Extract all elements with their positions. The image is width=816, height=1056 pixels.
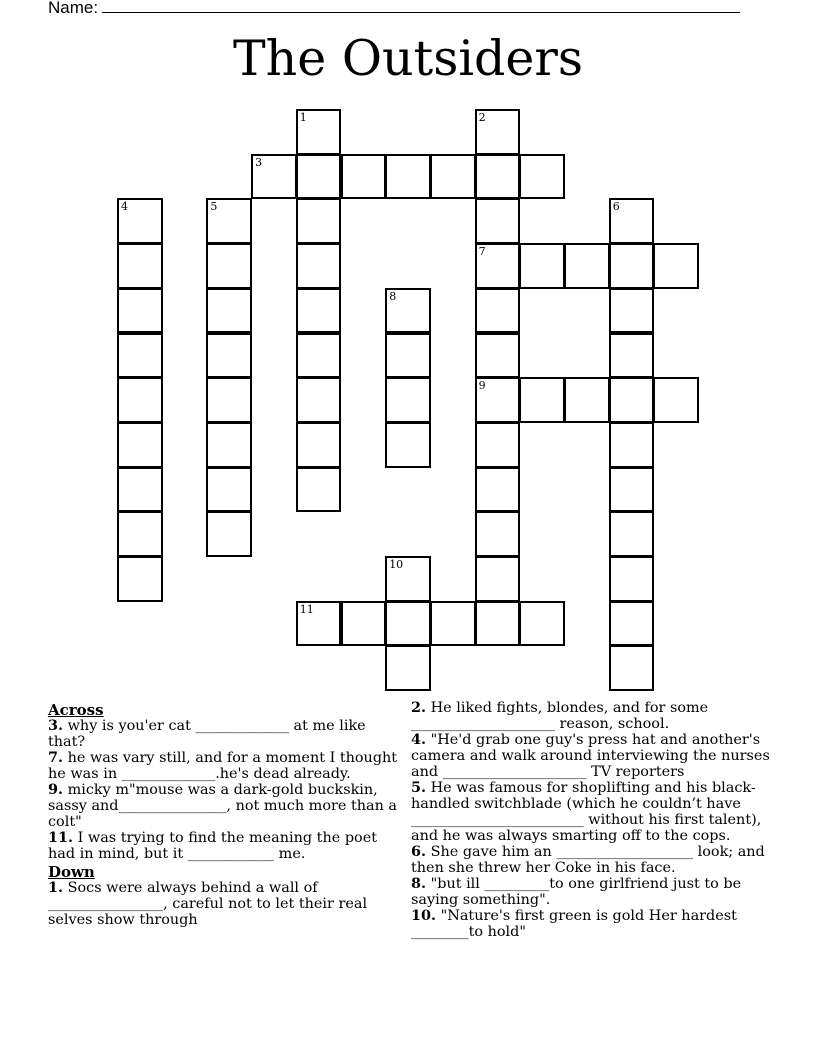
clue-number-label: 5 (210, 200, 218, 214)
clue-number: 4. (411, 731, 427, 748)
grid-cell[interactable] (609, 198, 655, 244)
grid-cell[interactable] (117, 556, 163, 602)
clue-number: 6. (411, 843, 427, 860)
grid-cell[interactable] (385, 556, 431, 602)
grid-cell[interactable] (296, 601, 342, 647)
grid-cell[interactable] (609, 377, 655, 423)
grid-cell[interactable] (385, 645, 431, 691)
clue-across-11 (48, 830, 406, 862)
grid-cell[interactable] (296, 154, 342, 200)
grid-cell[interactable] (430, 154, 476, 200)
grid-cell[interactable] (296, 333, 342, 379)
grid-cell[interactable] (385, 422, 431, 468)
grid-cell[interactable] (117, 288, 163, 334)
clue-number-label: 7 (478, 245, 486, 259)
grid-cell[interactable] (609, 645, 655, 691)
grid-cell[interactable] (385, 288, 431, 334)
grid-cell[interactable] (609, 556, 655, 602)
grid-cell[interactable] (475, 288, 521, 334)
grid-cell[interactable] (564, 243, 610, 289)
grid-cell[interactable] (341, 601, 387, 647)
grid-cell[interactable] (519, 154, 565, 200)
grid-cell[interactable] (475, 109, 521, 155)
clue-down-2 (411, 700, 773, 732)
clue-text: why is you'er cat _____________ at me like that? (48, 718, 366, 750)
clue-text: "but ill _________to one girlfriend just to be saying something". (411, 876, 742, 908)
grid-cell[interactable] (251, 154, 297, 200)
name-label: Name: (48, 0, 99, 17)
clue-text: He was famous for shoplifting and his black-handled switchblade (which he couldn’t have ________________________ without his first talent), and he was always smarting off to the cops. (411, 780, 762, 844)
grid-cell[interactable] (117, 467, 163, 513)
grid-cell[interactable] (206, 377, 252, 423)
grid-cell[interactable] (609, 243, 655, 289)
grid-cell[interactable] (117, 243, 163, 289)
clue-number-label: 6 (612, 200, 620, 214)
grid-cell[interactable] (296, 377, 342, 423)
clue-number: 5. (411, 779, 427, 796)
grid-cell[interactable] (653, 377, 699, 423)
grid-cell[interactable] (609, 288, 655, 334)
across-heading: Across (48, 701, 104, 719)
clue-down-6 (411, 844, 773, 876)
grid-cell[interactable] (206, 198, 252, 244)
grid-cell[interactable] (117, 333, 163, 379)
grid-cell[interactable] (475, 377, 521, 423)
clue-text: he was vary still, and for a moment I thought he was in _____________.he's dead already. (48, 750, 398, 782)
grid-cell[interactable] (609, 601, 655, 647)
grid-cell[interactable] (117, 377, 163, 423)
grid-cell[interactable] (609, 511, 655, 557)
clues-left-column (48, 700, 406, 928)
grid-cell[interactable] (475, 422, 521, 468)
clue-number-label: 8 (389, 289, 397, 303)
grid-cell[interactable] (475, 333, 521, 379)
clue-number: 8. (411, 875, 427, 892)
grid-cell[interactable] (206, 288, 252, 334)
clue-text: "Nature's first green is gold Her hardest ________to hold" (411, 908, 737, 940)
grid-cell[interactable] (206, 243, 252, 289)
clues-right-column (411, 700, 773, 940)
grid-cell[interactable] (519, 601, 565, 647)
clue-down-4 (411, 732, 773, 780)
clue-text: micky m"mouse was a dark-gold buckskin, sassy and_______________, not much more than a colt" (48, 782, 398, 830)
grid-cell[interactable] (609, 333, 655, 379)
grid-cell[interactable] (117, 422, 163, 468)
grid-cell[interactable] (117, 198, 163, 244)
clue-number-label: 11 (299, 602, 314, 616)
grid-cell[interactable] (296, 198, 342, 244)
clue-number: 1. (48, 879, 64, 896)
clue-across-7 (48, 750, 406, 782)
clue-number: 11. (48, 829, 74, 846)
clue-down-5 (411, 780, 773, 844)
grid-cell[interactable] (341, 154, 387, 200)
down-heading: Down (48, 863, 95, 881)
grid-cell[interactable] (206, 467, 252, 513)
grid-cell[interactable] (385, 377, 431, 423)
grid-cell[interactable] (475, 154, 521, 200)
grid-cell[interactable] (430, 601, 476, 647)
grid-cell[interactable] (117, 511, 163, 557)
clue-number-label: 9 (478, 379, 486, 393)
grid-cell[interactable] (653, 243, 699, 289)
clue-number: 9. (48, 781, 64, 798)
clue-down-10 (411, 908, 773, 940)
grid-cell[interactable] (475, 511, 521, 557)
grid-cell[interactable] (296, 288, 342, 334)
grid-cell[interactable] (475, 556, 521, 602)
clue-text: She gave him an ___________________ look; and then she threw her Coke in his face. (411, 844, 765, 876)
clue-number: 10. (411, 907, 437, 924)
grid-cell[interactable] (206, 422, 252, 468)
grid-cell[interactable] (475, 243, 521, 289)
clue-number: 7. (48, 749, 64, 766)
clue-number-label: 1 (299, 111, 307, 124)
grid-cell[interactable] (385, 154, 431, 200)
clue-number-label: 4 (121, 200, 128, 214)
grid-cell[interactable] (385, 333, 431, 379)
clue-text: He liked fights, blondes, and for some ____________________ reason, school. (411, 700, 709, 732)
clue-text: I was trying to find the meaning the poet had in mind, but it ____________ me. (48, 830, 377, 862)
grid-cell[interactable] (564, 377, 610, 423)
clue-number: 3. (48, 717, 64, 734)
grid-cell[interactable] (475, 601, 521, 647)
grid-cell[interactable] (296, 467, 342, 513)
grid-cell[interactable] (296, 243, 342, 289)
grid-cell[interactable] (475, 467, 521, 513)
clue-down-8 (411, 876, 773, 908)
grid-cell[interactable] (519, 243, 565, 289)
clue-number-label: 10 (389, 558, 404, 571)
clue-number-label: 2 (478, 111, 486, 124)
clue-across-9 (48, 782, 406, 830)
grid-cell[interactable] (475, 198, 521, 244)
clue-text: Socs were always behind a wall of ________________, careful not to let their real selves show through (48, 880, 368, 928)
clue-down-1 (48, 880, 406, 928)
grid-cell[interactable] (385, 601, 431, 647)
grid-cell[interactable] (296, 109, 342, 155)
grid-cell[interactable] (519, 377, 565, 423)
grid-cell[interactable] (609, 467, 655, 513)
page-title: The Outsiders (233, 30, 583, 87)
clue-number-label: 3 (255, 155, 263, 169)
grid-cell[interactable] (609, 422, 655, 468)
grid-cell[interactable] (206, 333, 252, 379)
clue-text: "He'd grab one guy's press hat and another's camera and walk around interviewing the nurses and ____________________ TV reporters (411, 732, 770, 780)
grid-cell[interactable] (296, 422, 342, 468)
clue-number: 2. (411, 699, 427, 716)
clue-across-3 (48, 718, 406, 750)
grid-cell[interactable] (206, 511, 252, 557)
